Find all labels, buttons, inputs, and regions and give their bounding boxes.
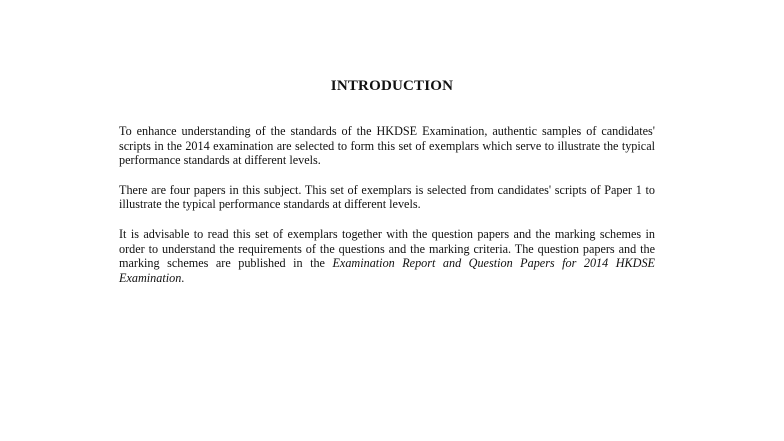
paragraph-advice (119, 227, 655, 285)
advice-text: It is advisable to read this set of exemplars together with the question papers and the marking schemes in order to understand the requirements of the questions and the marking criteria. The question papers and the marking schemes are published in the (119, 226, 655, 271)
body-text (119, 124, 655, 300)
paragraph-purpose: To enhance understanding of the standards of the HKDSE Examination, authentic samples of candidates' scripts in the 2014 examination are selected to form this set of exemplars which serve to illustrate the typical performance standards at different levels. (119, 124, 655, 168)
paragraph-papers: There are four papers in this subject. This set of exemplars is selected from candidates' scripts of Paper 1 to illustrate the typical performance standards at different levels. (119, 182, 655, 212)
advice-end: . (181, 270, 185, 285)
page-title: INTRODUCTION (330, 78, 454, 94)
publication-title: Examination Report and Question Papers for 2014 HKDSE Examination (119, 256, 656, 285)
